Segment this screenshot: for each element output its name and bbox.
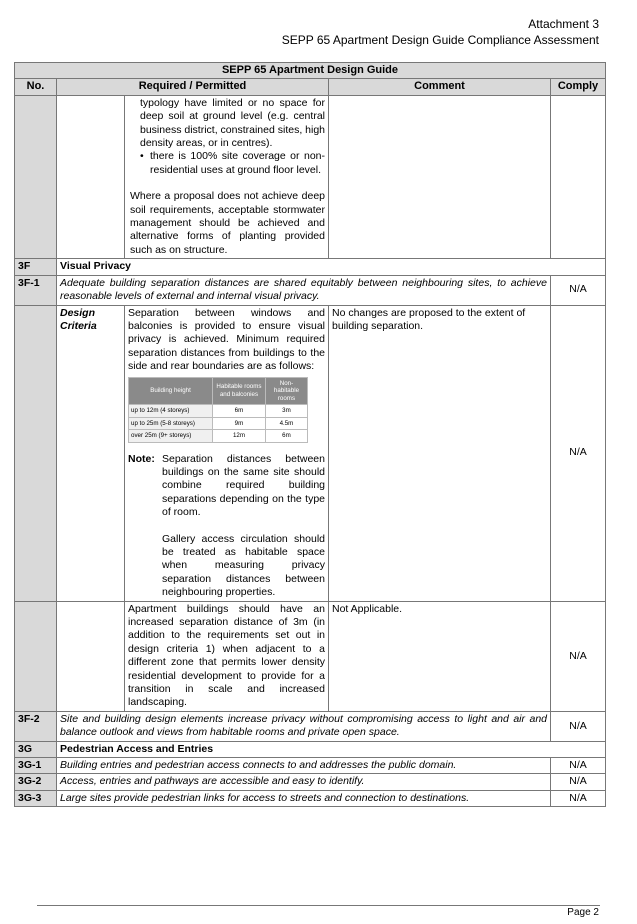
comment-cell: Not Applicable. (329, 601, 551, 711)
comply-value: N/A (551, 275, 606, 305)
sep-cell: 3m (265, 405, 307, 418)
continued-text: typology have limited or no space for deep soil at ground level (e.g. central business district, constrained sites, high density areas, or in centres). (140, 96, 326, 150)
separation-table (128, 377, 308, 443)
objective-text: Building entries and pedestrian access connects to and addresses the public domain. (57, 758, 551, 774)
comply-value: N/A (551, 758, 606, 774)
table-row (129, 430, 308, 443)
sep-cell: 6m (213, 405, 266, 418)
comply-value: N/A (551, 774, 606, 790)
sep-cell: over 25m (9+ storeys) (129, 430, 213, 443)
sep-cell: up to 12m (4 storeys) (129, 405, 213, 418)
comment-cell: No changes are proposed to the extent of building separation. (329, 305, 551, 601)
comply-cell (551, 95, 606, 258)
comply-value: N/A (551, 790, 606, 806)
section-number: 3F (15, 259, 57, 275)
criteria-row (15, 305, 606, 601)
requirement-cell (125, 95, 329, 258)
document-title: SEPP 65 Apartment Design Guide Compliance Assessment (281, 33, 599, 47)
column-header-row (15, 79, 606, 95)
criteria-text: Separation between windows and balconies is provided to ensure visual privacy is achieved. Minimum required separation distances from buildings to the side and rear boundaries are as follows: (128, 306, 325, 373)
compliance-table (14, 62, 606, 807)
criteria-row (15, 601, 606, 711)
table-row (129, 417, 308, 430)
indent-cell (57, 601, 125, 711)
section-row (15, 259, 606, 275)
objective-row (15, 790, 606, 806)
bullet-icon: • (140, 150, 144, 163)
sep-cell: 12m (213, 430, 266, 443)
note-text: Gallery access circulation should be treated as habitable space when measuring privacy separation distances between neighbouring properties. (162, 532, 325, 599)
comply-value: N/A (551, 305, 606, 601)
col-header-comment: Comment (329, 79, 551, 95)
objective-text: Access, entries and pathways are accessible and easy to identify. (57, 774, 551, 790)
objective-row (15, 711, 606, 741)
no-cell (15, 601, 57, 711)
sep-header-habitable: Habitable rooms and balconies (213, 377, 266, 405)
col-header-no: No. (15, 79, 57, 95)
section-row (15, 741, 606, 757)
table-row (15, 95, 606, 258)
requirement-cell (125, 305, 329, 601)
comment-cell (329, 95, 551, 258)
objective-text: Adequate building separation distances are shared equitably between neighbouring sites, to achieve reasonable levels of external and internal visual privacy. (57, 275, 551, 305)
note-block (128, 453, 325, 600)
footer-divider (37, 905, 600, 906)
section-number: 3G (15, 741, 57, 757)
objective-row (15, 275, 606, 305)
objective-number: 3G-1 (15, 758, 57, 774)
list-item (140, 150, 325, 177)
design-criteria-label: Design Criteria (57, 305, 125, 601)
objective-number: 3G-2 (15, 774, 57, 790)
col-header-comply: Comply (551, 79, 606, 95)
sep-cell: 4.5m (265, 417, 307, 430)
comply-value: N/A (551, 601, 606, 711)
table-row (129, 405, 308, 418)
no-cell (15, 95, 57, 258)
no-cell (15, 305, 57, 601)
table-title: SEPP 65 Apartment Design Guide (15, 63, 606, 79)
col-header-required: Required / Permitted (57, 79, 329, 95)
objective-text: Site and building design elements increase privacy without compromising access to light and air and balance outlook and views from habitable rooms and private open space. (57, 711, 551, 741)
note-label: Note: (128, 452, 155, 465)
sep-header-height: Building height (129, 377, 213, 405)
section-title: Pedestrian Access and Entries (57, 741, 606, 757)
criteria-text: Apartment buildings should have an increased separation distance of 3m (in addition to the requirements set out in design criteria 1) when adjacent to a different zone that permits lower density residential development to provide for a transition in scale and increased landscaping. (125, 601, 329, 711)
sep-cell: up to 25m (5-8 storeys) (129, 417, 213, 430)
attachment-label: Attachment 3 (528, 17, 599, 31)
page-number: Page 2 (567, 907, 599, 918)
section-title: Visual Privacy (57, 259, 606, 275)
note-text: Separation distances between buildings on the same site should combine required building separations depending on the type of room. (162, 452, 325, 519)
objective-number: 3F-1 (15, 275, 57, 305)
objective-row (15, 774, 606, 790)
bullet-text: there is 100% site coverage or non-residential uses at ground floor level. (150, 150, 325, 176)
objective-text: Large sites provide pedestrian links for access to streets and connection to destinations. (57, 790, 551, 806)
paragraph: Where a proposal does not achieve deep soil requirements, acceptable stormwater management should be achieved and alternative forms of planting provided such as on structure. (130, 190, 325, 256)
sep-cell: 6m (265, 430, 307, 443)
comply-value: N/A (551, 711, 606, 741)
indent-cell (57, 95, 125, 258)
table-title-row (15, 63, 606, 79)
sep-cell: 9m (213, 417, 266, 430)
objective-number: 3G-3 (15, 790, 57, 806)
sep-header-non-habitable: Non-habitable rooms (265, 377, 307, 405)
objective-number: 3F-2 (15, 711, 57, 741)
document-header (282, 16, 599, 48)
objective-row (15, 758, 606, 774)
